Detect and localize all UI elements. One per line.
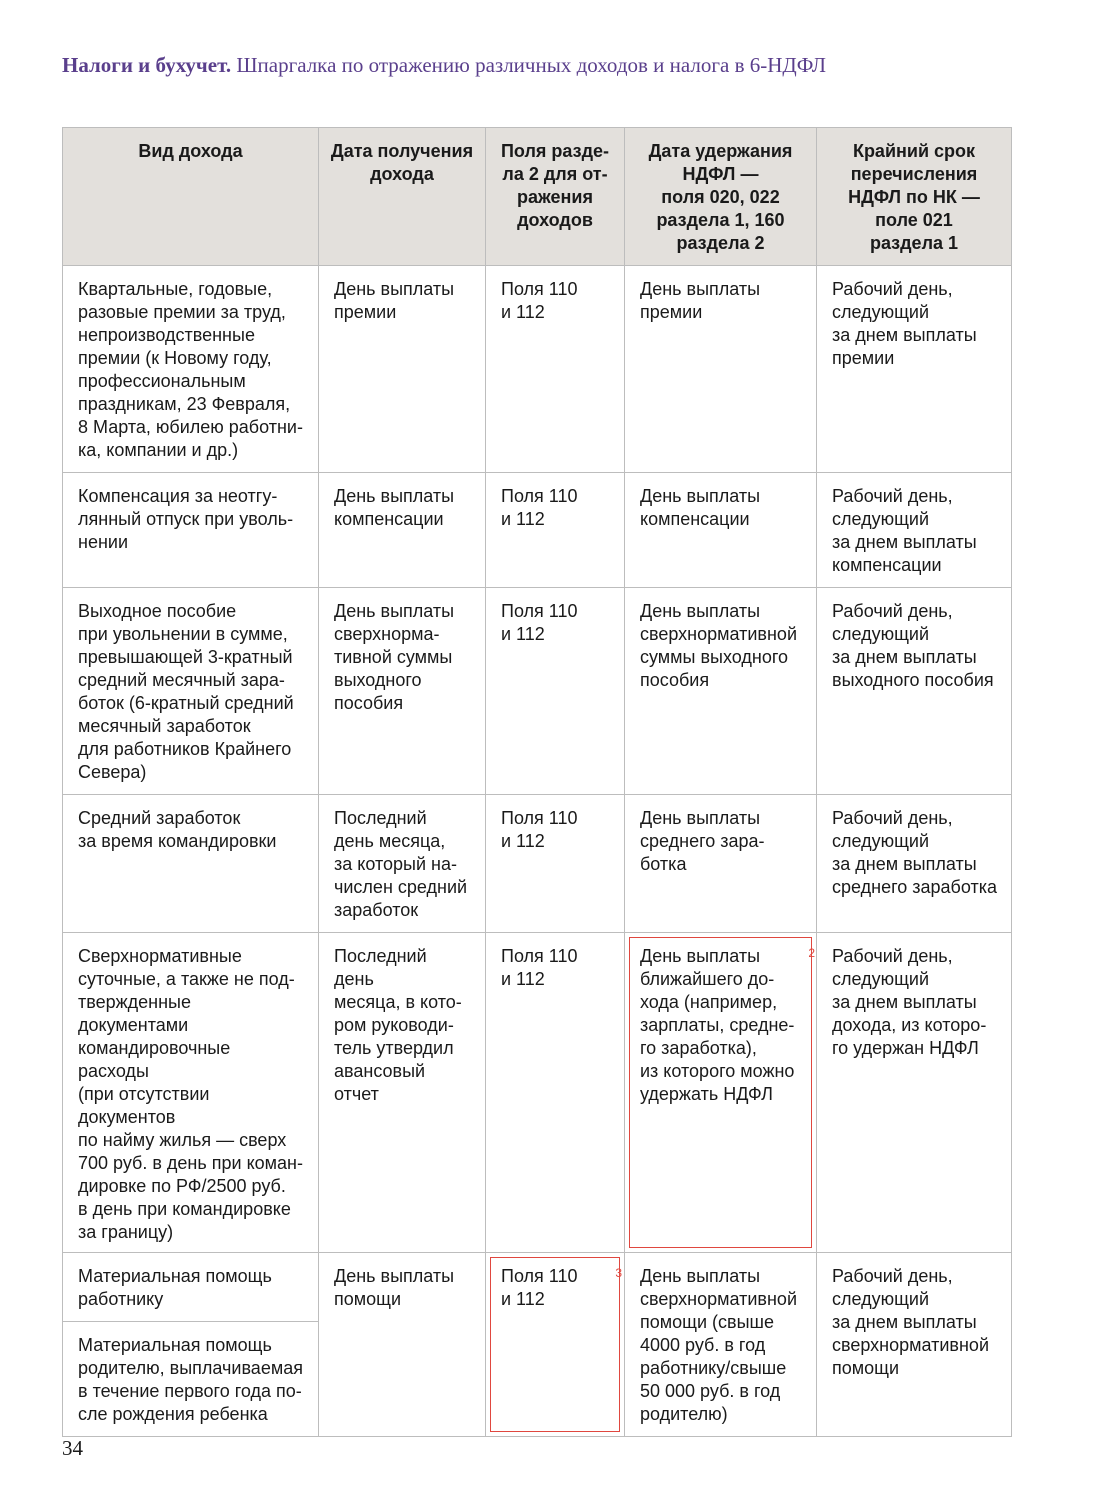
cell-income-date: Последний день месяца, в кото- ром руководи- тель утвердил авансовый отчет xyxy=(319,933,486,1253)
cell-withholding-text: День выплаты ближайшего до- хода (например, зарплаты, средне- го заработка), из которого можно удержать НДФЛ xyxy=(640,946,795,1104)
page-title: Шпаргалка по отражению различных доходов и налога в 6-НДФЛ xyxy=(236,53,826,77)
cell-deadline: Рабочий день, следующий за днем выплаты компенсации xyxy=(817,473,1012,588)
cell-income-date: День выплаты сверхнорма- тивной суммы выходного пособия xyxy=(319,588,486,795)
cell-fields-text: Поля 110 и 112 xyxy=(501,1266,578,1309)
cell-deadline: Рабочий день, следующий за днем выплаты дохода, из которо- го удержан НДФЛ xyxy=(817,933,1012,1253)
cell-fields: Поля 110 и 112 xyxy=(486,933,625,1253)
cell-fields: Поля 110 и 112 xyxy=(486,473,625,588)
table-row xyxy=(63,266,1012,473)
cell-income-type: Квартальные, годовые, разовые премии за труд, непроизводственные премии (к Новому году, профессиональным праздникам, 23 Февраля, 8 Марта, юбилею работни- ка, компании и др.) xyxy=(63,266,319,473)
cell-withholding-date: День выплаты среднего зара- ботка xyxy=(625,795,817,933)
cell-withholding-date: День выплаты сверхнормативной суммы выходного пособия xyxy=(625,588,817,795)
cell-income-type: Материальная помощь родителю, выплачиваемая в течение первого года по- сле рождения ребенка xyxy=(63,1322,319,1437)
cell-income-type: Компенсация за неотгу- лянный отпуск при уволь- нении xyxy=(63,473,319,588)
table-header-row xyxy=(63,128,1012,266)
cell-withholding-date xyxy=(625,933,817,1253)
cell-income-type: Материальная помощь работнику xyxy=(63,1253,319,1322)
cell-fields: Поля 110 и 112 xyxy=(486,795,625,933)
header-income-date: Дата получения дохода xyxy=(319,128,486,266)
cell-fields xyxy=(486,1253,625,1437)
cell-deadline: Рабочий день, следующий за днем выплаты сверхнормативной помощи xyxy=(817,1253,1012,1437)
page-header xyxy=(62,53,1042,78)
cell-withholding-date: День выплаты сверхнормативной помощи (свыше 4000 руб. в год работнику/свыше 50 000 руб. в год родителю) xyxy=(625,1253,817,1437)
cell-withholding-date: День выплаты компенсации xyxy=(625,473,817,588)
cell-income-date: День выплаты премии xyxy=(319,266,486,473)
header-income-type: Вид дохода xyxy=(63,128,319,266)
cell-withholding-date: День выплаты премии xyxy=(625,266,817,473)
annotation-number: 2 xyxy=(808,946,815,960)
annotation-number: 3 xyxy=(615,1266,622,1280)
table-row xyxy=(63,473,1012,588)
table-row xyxy=(63,1253,1012,1322)
cell-deadline: Рабочий день, следующий за днем выплаты выходного пособия xyxy=(817,588,1012,795)
cell-income-type: Средний заработок за время командировки xyxy=(63,795,319,933)
table-row xyxy=(63,933,1012,1253)
cell-income-date: День выплаты помощи xyxy=(319,1253,486,1437)
header-section2-fields: Поля разде- ла 2 для от- ражения доходов xyxy=(486,128,625,266)
table-row xyxy=(63,795,1012,933)
header-transfer-deadline: Крайний срок перечисления НДФЛ по НК — поле 021 раздела 1 xyxy=(817,128,1012,266)
page-number: 34 xyxy=(62,1436,83,1460)
cell-income-date: Последний день месяца, за который на- числен средний заработок xyxy=(319,795,486,933)
cell-deadline: Рабочий день, следующий за днем выплаты среднего заработка xyxy=(817,795,1012,933)
header-withholding-date: Дата удержания НДФЛ — поля 020, 022 раздела 1, 160 раздела 2 xyxy=(625,128,817,266)
cell-income-type: Сверхнормативные суточные, а также не под- твержденные документами командировочные расходы (при отсутствии документов по найму жилья — сверх 700 руб. в день при коман- дировке по РФ/2500 руб. в день при командировке за границу) xyxy=(63,933,319,1253)
cell-fields: Поля 110 и 112 xyxy=(486,588,625,795)
cell-deadline: Рабочий день, следующий за днем выплаты премии xyxy=(817,266,1012,473)
section-title: Налоги и бухучет. xyxy=(62,53,232,77)
income-tax-table xyxy=(62,127,1012,1437)
cell-income-date: День выплаты компенсации xyxy=(319,473,486,588)
cell-fields: Поля 110 и 112 xyxy=(486,266,625,473)
table-row xyxy=(63,588,1012,795)
cell-income-type: Выходное пособие при увольнении в сумме, превышающей 3-кратный средний месячный зара- боток (6-кратный средний месячный заработок для работников Крайнего Севера) xyxy=(63,588,319,795)
